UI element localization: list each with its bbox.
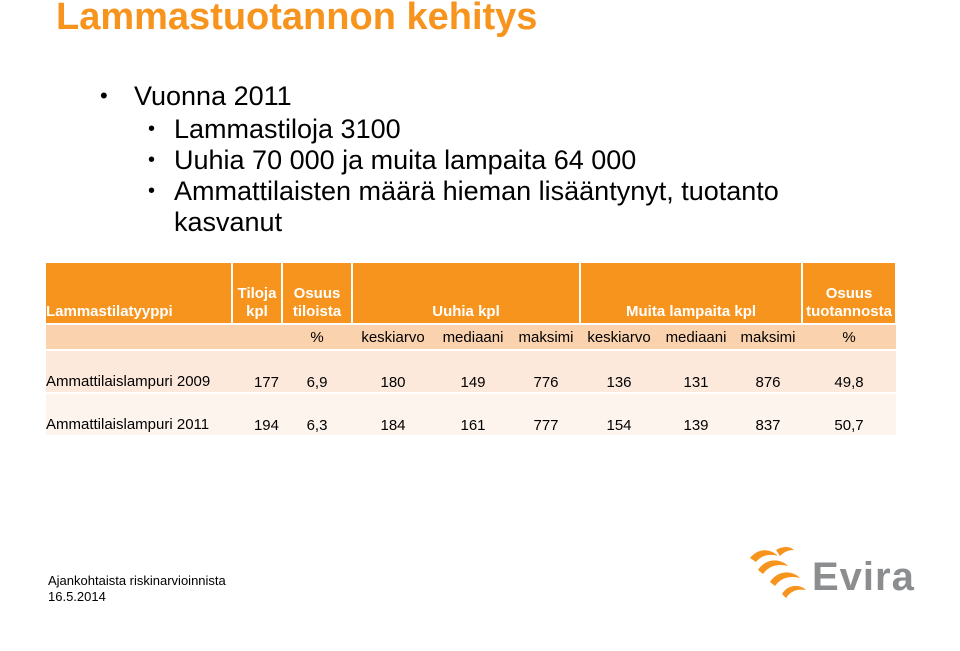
subheader-cell bbox=[46, 324, 232, 350]
row-name: Ammattilaislampuri 2011 bbox=[46, 393, 232, 435]
table-cell: 49,8 bbox=[802, 350, 896, 393]
subheader-cell bbox=[232, 324, 282, 350]
subheader-cell: mediaani bbox=[658, 324, 734, 350]
table-subheader-row bbox=[46, 324, 896, 350]
table-cell: 194 bbox=[232, 393, 282, 435]
footer bbox=[48, 573, 226, 605]
table-cell: 180 bbox=[352, 350, 434, 393]
bullet-main-text: Vuonna 2011 bbox=[134, 81, 292, 111]
subheader-cell: % bbox=[802, 324, 896, 350]
table-cell: 876 bbox=[734, 350, 802, 393]
table-cell: 131 bbox=[658, 350, 734, 393]
table-cell: 177 bbox=[232, 350, 282, 393]
page-title: Lammastuotannon kehitys bbox=[56, 0, 538, 38]
table-cell: 777 bbox=[512, 393, 580, 435]
bullet-sub bbox=[148, 145, 874, 176]
bullet-sub-text: Lammastiloja 3100 bbox=[174, 114, 401, 144]
bullet-list bbox=[100, 80, 874, 238]
table-header-row bbox=[46, 263, 896, 324]
table-cell: 184 bbox=[352, 393, 434, 435]
statistics-table bbox=[46, 263, 897, 435]
header-ewes: Uuhia kpl bbox=[352, 263, 580, 324]
subheader-cell: maksimi bbox=[512, 324, 580, 350]
table-row bbox=[46, 393, 896, 435]
subheader-cell: mediaani bbox=[434, 324, 512, 350]
bullet-sub-text: Ammattilaisten määrä hieman lisääntynyt, tuotanto kasvanut bbox=[174, 176, 779, 237]
header-others: Muita lampaita kpl bbox=[580, 263, 802, 324]
footer-title: Ajankohtaista riskinarvioinnista bbox=[48, 573, 226, 588]
table-cell: 6,3 bbox=[282, 393, 352, 435]
subheader-cell: % bbox=[282, 324, 352, 350]
header-type: Lammastilatyyppi bbox=[46, 263, 232, 324]
footer-date: 16.5.2014 bbox=[48, 589, 106, 604]
table-cell: 6,9 bbox=[282, 350, 352, 393]
bullet-sub bbox=[148, 114, 874, 145]
bullet-main bbox=[100, 80, 874, 112]
table-cell: 136 bbox=[580, 350, 658, 393]
bullet-dot-icon: • bbox=[148, 180, 156, 202]
table-cell: 154 bbox=[580, 393, 658, 435]
table-row bbox=[46, 350, 896, 393]
bullet-sub bbox=[148, 176, 874, 238]
bullet-sub-text: Uuhia 70 000 ja muita lampaita 64 000 bbox=[174, 145, 637, 175]
table-cell: 837 bbox=[734, 393, 802, 435]
header-share-production: Osuus tuotannosta bbox=[802, 263, 896, 324]
bullet-dot-icon: • bbox=[148, 118, 156, 140]
row-name: Ammattilaislampuri 2009 bbox=[46, 350, 232, 393]
subheader-cell: keskiarvo bbox=[352, 324, 434, 350]
logo-text: Evira bbox=[812, 555, 915, 599]
bullet-dot-icon: • bbox=[100, 83, 108, 108]
table-cell: 139 bbox=[658, 393, 734, 435]
table-cell: 776 bbox=[512, 350, 580, 393]
bullet-dot-icon: • bbox=[148, 149, 156, 171]
table-cell: 149 bbox=[434, 350, 512, 393]
header-farms: Tiloja kpl bbox=[232, 263, 282, 324]
header-share-farms: Osuus tiloista bbox=[282, 263, 352, 324]
subheader-cell: keskiarvo bbox=[580, 324, 658, 350]
table-cell: 161 bbox=[434, 393, 512, 435]
table-cell: 50,7 bbox=[802, 393, 896, 435]
subheader-cell: maksimi bbox=[734, 324, 802, 350]
